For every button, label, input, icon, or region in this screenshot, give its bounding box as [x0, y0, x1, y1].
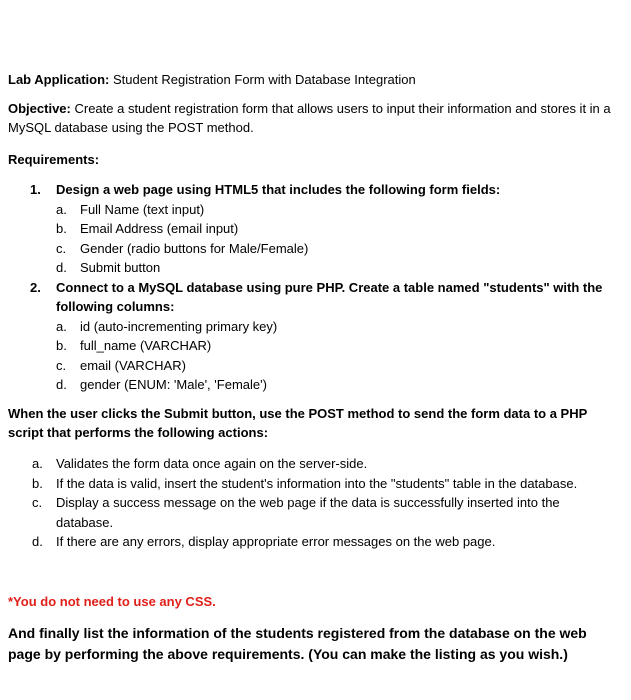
php-action-letter: c. [32, 495, 43, 510]
php-action-letter: d. [32, 534, 43, 549]
table-column-text: gender (ENUM: 'Male', 'Female') [80, 377, 267, 392]
requirement-item [8, 278, 619, 395]
table-column-item [56, 375, 619, 395]
post-method-intro: When the user clicks the Submit button, use the POST method to send the form data to a PHP script that performs the following actions: [8, 406, 588, 440]
php-action-item [8, 454, 619, 474]
form-field-item [56, 219, 619, 239]
requirement-text: Design a web page using HTML5 that includes the following form fields: [56, 182, 501, 197]
requirement-number: 2. [30, 279, 41, 295]
form-field-text: Full Name (text input) [80, 201, 205, 217]
form-field-letter: a. [56, 201, 67, 217]
form-field-item [56, 239, 619, 259]
php-action-letter: a. [32, 456, 43, 471]
requirement-text: Connect to a MySQL database using pure PHP. Create a table named "students" with the following columns: [56, 279, 603, 314]
table-column-letter: a. [56, 318, 67, 334]
form-fields-list [56, 200, 619, 278]
table-column-letter: b. [56, 338, 67, 353]
form-field-item [56, 200, 619, 220]
requirements-heading: Requirements: [8, 152, 100, 167]
final-instruction: And finally list the information of the students registered from the database on the web page by performing the above requirements. (You can make the listing as you wish.) [8, 625, 587, 662]
table-column-item [56, 336, 619, 356]
form-field-letter: c. [56, 240, 67, 256]
lab-title-label: Lab Application: [8, 72, 110, 87]
table-column-item [56, 317, 619, 337]
objective-label: Objective: [8, 101, 71, 116]
css-note: *You do not need to use any CSS. [8, 594, 216, 609]
objective-paragraph [8, 99, 619, 137]
table-column-text: full_name (VARCHAR) [80, 338, 212, 353]
table-column-letter: d. [56, 377, 67, 392]
form-field-letter: d. [56, 260, 67, 275]
requirements-list [8, 180, 619, 395]
php-action-letter: b. [32, 475, 43, 491]
table-column-text: email (VARCHAR) [80, 357, 186, 373]
requirement-number: 1. [30, 182, 41, 197]
form-field-letter: b. [56, 221, 67, 236]
form-field-item [56, 258, 619, 278]
form-field-text: Gender (radio buttons for Male/Female) [80, 240, 309, 256]
requirement-item [8, 180, 619, 278]
php-actions-list [8, 454, 619, 552]
lab-title-text: Student Registration Form with Database Integration [109, 72, 416, 87]
php-action-item [8, 474, 619, 494]
table-column-item [56, 356, 619, 376]
table-columns-list [56, 317, 619, 395]
lab-title [8, 70, 619, 89]
php-action-item [8, 493, 619, 532]
table-column-letter: c. [56, 357, 67, 373]
objective-text: Create a student registration form that allows users to input their information and stores it in a MySQL database using the POST method. [8, 101, 611, 135]
table-column-text: id (auto-incrementing primary key) [80, 318, 278, 334]
php-action-text: If the data is valid, insert the student's information into the "students" table in the database. [56, 475, 578, 491]
php-action-item [8, 532, 619, 552]
php-action-text: If there are any errors, display appropriate error messages on the web page. [56, 534, 496, 549]
php-action-text: Display a success message on the web page if the data is successfully inserted into the database. [56, 495, 560, 530]
form-field-text: Submit button [80, 260, 161, 275]
form-field-text: Email Address (email input) [80, 221, 239, 236]
php-action-text: Validates the form data once again on the server-side. [56, 456, 368, 471]
